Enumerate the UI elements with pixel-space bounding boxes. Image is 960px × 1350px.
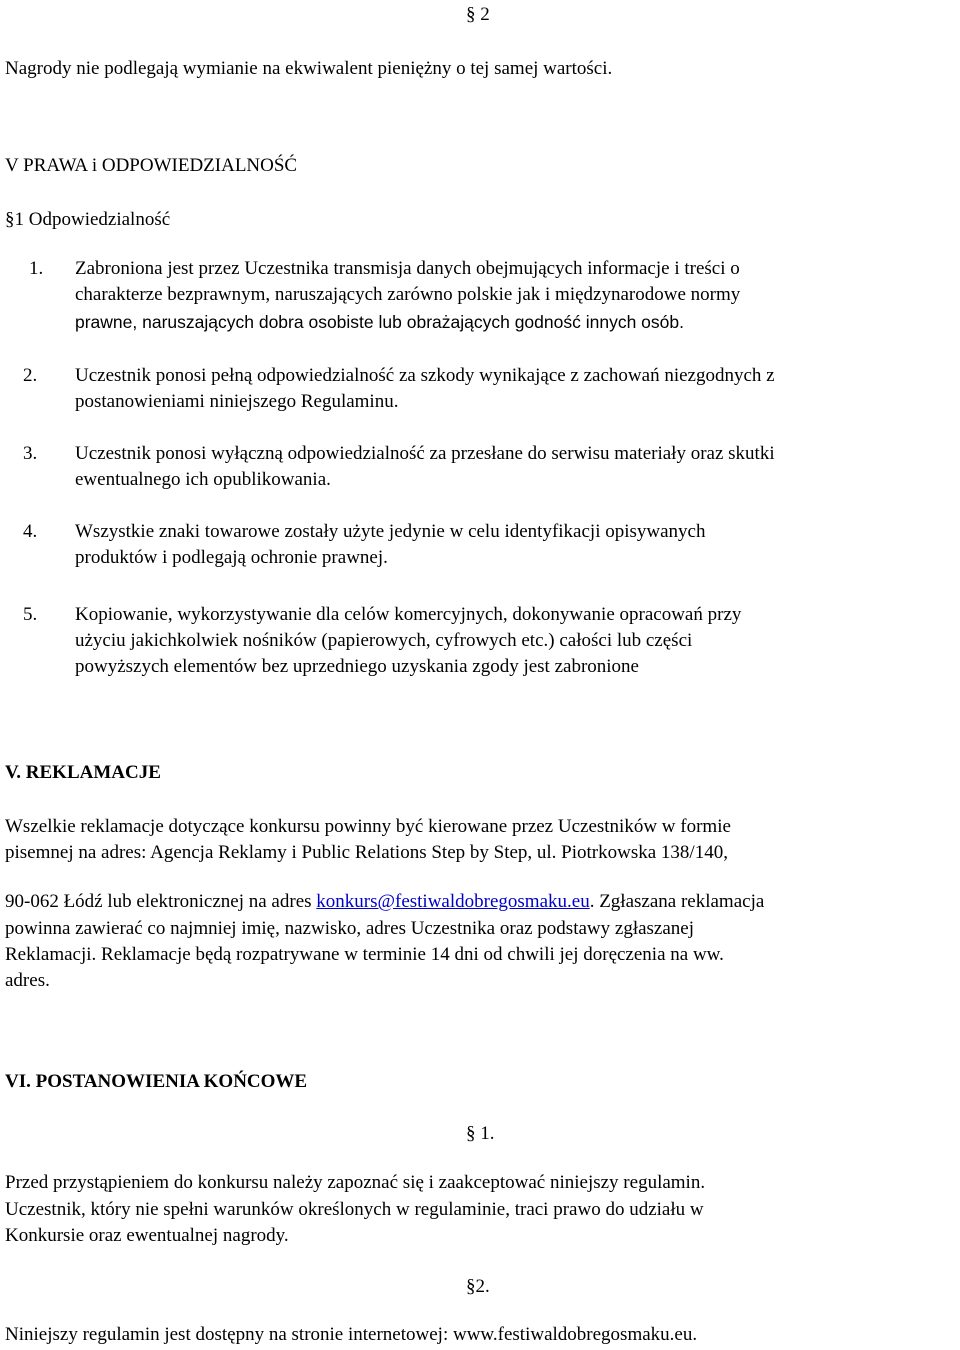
complaints-line-6: adres. (5, 970, 50, 991)
complaints-line-4: powinna zawierać co najmniej imię, nazwisko, adres Uczestnika oraz podstawy zgłaszanej (5, 918, 695, 939)
item-3-line-2: ewentualnego ich opublikowania. (75, 469, 331, 490)
item-5-line-3: powyższych elementów bez uprzedniego uzyskania zgody jest zabronione (75, 656, 639, 677)
final-para-1-line-3: Konkursie oraz ewentualnej nagrody. (5, 1225, 289, 1246)
complaints-email-link[interactable]: konkurs@festiwaldobregosmaku.eu (316, 891, 590, 912)
item-1-line-2: charakterze bezprawnym, naruszających zarówno polskie jak i międzynarodowe normy (75, 284, 741, 305)
item-4-line-2: produktów i podlegają ochronie prawnej. (75, 547, 388, 568)
item-number-2: 2. (23, 365, 38, 386)
item-5-line-2: użyciu jakichkolwiek nośników (papierowych, cyfrowych etc.) całości lub części (75, 630, 693, 651)
item-5-line-1: Kopiowanie, wykorzystywanie dla celów komercyjnych, dokonywanie opracowań przy (75, 604, 742, 625)
item-number-1: 1. (29, 258, 44, 279)
complaints-line-1: Wszelkie reklamacje dotyczące konkursu powinny być kierowane przez Uczestników w formie (5, 816, 731, 837)
complaints-line-3-prefix: 90-062 Łódź lub elektronicznej na adres (5, 891, 317, 912)
item-1-line-3: prawne, naruszających dobra osobiste lub obrażających godność innych osób. (75, 312, 684, 332)
section-heading-rights: V PRAWA i ODPOWIEDZIALNOŚĆ (5, 155, 298, 176)
section-marker-top: § 2 (466, 4, 490, 25)
subheading-responsibility: §1 Odpowiedzialność (5, 209, 171, 230)
item-number-4: 4. (23, 521, 38, 542)
item-number-3: 3. (23, 443, 38, 464)
complaints-line-2: pisemnej na adres: Agencja Reklamy i Public Relations Step by Step, ul. Piotrkowska 138/140, (5, 842, 728, 863)
item-number-5: 5. (23, 604, 38, 625)
final-para-1-line-1: Przed przystąpieniem do konkursu należy zapoznać się i zaakceptować niniejszy regulamin. (5, 1172, 706, 1193)
item-4-line-1: Wszystkie znaki towarowe zostały użyte jedynie w celu identyfikacji opisywanych (75, 521, 706, 542)
section-heading-final: VI. POSTANOWIENIA KOŃCOWE (5, 1071, 308, 1092)
item-3-line-1: Uczestnik ponosi wyłączną odpowiedzialność za przesłane do serwisu materiały oraz skutki (75, 443, 775, 464)
complaints-line-3-suffix: . Zgłaszana reklamacja (589, 891, 765, 912)
complaints-line-5: Reklamacji. Reklamacje będą rozpatrywane w terminie 14 dni od chwili jej doręczenia na ww. (5, 944, 724, 965)
final-para-2-line: Niniejszy regulamin jest dostępny na stronie internetowej: www.festiwaldobregosmaku.eu. (5, 1324, 698, 1345)
item-2-line-1: Uczestnik ponosi pełną odpowiedzialność za szkody wynikające z zachowań niezgodnych z (75, 365, 775, 386)
item-2-line-2: postanowieniami niniejszego Regulaminu. (75, 391, 399, 412)
prizes-sentence: Nagrody nie podlegają wymianie na ekwiwalent pieniężny o tej samej wartości. (5, 58, 613, 79)
paragraph-marker-2: §2. (466, 1276, 490, 1297)
complaints-line-3 (5, 889, 764, 915)
paragraph-marker-1: § 1. (466, 1123, 495, 1144)
item-1-line-1: Zabroniona jest przez Uczestnika transmisja danych obejmujących informacje i treści o (75, 258, 740, 279)
section-heading-complaints: V. REKLAMACJE (5, 762, 161, 783)
final-para-1-line-2: Uczestnik, który nie spełni warunków określonych w regulaminie, traci prawo do udziału w (5, 1199, 704, 1220)
